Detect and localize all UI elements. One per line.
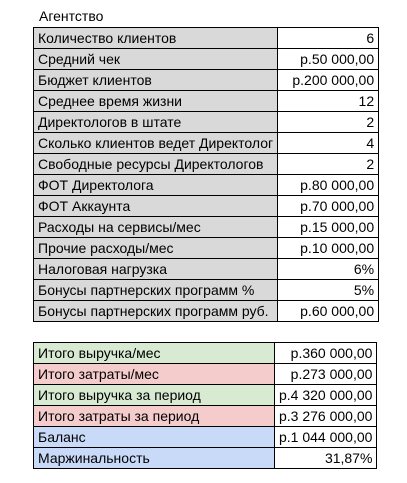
table-row [34, 259, 379, 280]
total-value[interactable]: р.273 000,00 [275, 364, 377, 385]
cell-value[interactable]: 2 [278, 154, 379, 175]
table-row [34, 448, 377, 469]
table-row [34, 112, 379, 133]
table-row [34, 49, 379, 70]
total-label[interactable]: Итого выручка/мес [34, 343, 275, 364]
total-value[interactable]: р.4 320 000,00 [275, 385, 377, 406]
cell-label[interactable]: ФОТ Директолога [34, 175, 278, 196]
table-row [34, 427, 377, 448]
cell-label[interactable]: Свободные ресурсы Директологов [34, 154, 278, 175]
cell-label[interactable]: Директологов в штате [34, 112, 278, 133]
total-label[interactable]: Итого выручка за период [34, 385, 275, 406]
table-row [34, 406, 377, 427]
totals-table [33, 342, 377, 469]
cell-label[interactable]: Прочие расходы/мес [34, 238, 278, 259]
cell-label[interactable]: Средний чек [34, 49, 278, 70]
total-value[interactable]: р.360 000,00 [275, 343, 377, 364]
cell-value[interactable]: 5% [278, 280, 379, 301]
total-value[interactable]: р.3 276 000,00 [275, 406, 377, 427]
cell-label[interactable]: ФОТ Аккаунта [34, 196, 278, 217]
cell-value[interactable]: р.70 000,00 [278, 196, 379, 217]
cell-label[interactable]: Сколько клиентов ведет Директолог [34, 133, 278, 154]
table-row [34, 70, 379, 91]
total-label[interactable]: Итого затраты за период [34, 406, 275, 427]
table-row [34, 28, 379, 49]
cell-label[interactable]: Бонусы партнерских программ % [34, 280, 278, 301]
cell-value[interactable]: р.15 000,00 [278, 217, 379, 238]
cell-value[interactable]: р.10 000,00 [278, 238, 379, 259]
cell-label[interactable]: Бонусы партнерских программ руб. [34, 301, 278, 322]
cell-label[interactable]: Расходы на сервисы/мес [34, 217, 278, 238]
cell-value[interactable]: 6% [278, 259, 379, 280]
total-label[interactable]: Итого затраты/мес [34, 364, 275, 385]
cell-value[interactable]: 6 [278, 28, 379, 49]
table-row [34, 343, 377, 364]
table-row [34, 238, 379, 259]
total-label[interactable]: Баланс [34, 427, 275, 448]
cell-value[interactable]: р.80 000,00 [278, 175, 379, 196]
table-row [34, 91, 379, 112]
table-row [34, 196, 379, 217]
cell-label[interactable]: Количество клиентов [34, 28, 278, 49]
table-row [34, 364, 377, 385]
cell-value[interactable]: 2 [278, 112, 379, 133]
sheet-title: Агентство [39, 8, 104, 24]
table-row [34, 280, 379, 301]
cell-value[interactable]: р.60 000,00 [278, 301, 379, 322]
cell-label[interactable]: Среднее время жизни [34, 91, 278, 112]
cell-value[interactable]: р.50 000,00 [278, 49, 379, 70]
cell-value[interactable]: 12 [278, 91, 379, 112]
table-row [34, 385, 377, 406]
total-value[interactable]: 31,87% [275, 448, 377, 469]
cell-value[interactable]: р.200 000,00 [278, 70, 379, 91]
table-row [34, 217, 379, 238]
table-row [34, 175, 379, 196]
cell-value[interactable]: 4 [278, 133, 379, 154]
table-row [34, 154, 379, 175]
cell-label[interactable]: Налоговая нагрузка [34, 259, 278, 280]
table-row [34, 133, 379, 154]
cell-label[interactable]: Бюджет клиентов [34, 70, 278, 91]
total-value[interactable]: р.1 044 000,00 [275, 427, 377, 448]
parameters-table [33, 27, 379, 322]
total-label[interactable]: Маржинальность [34, 448, 275, 469]
table-row [34, 301, 379, 322]
